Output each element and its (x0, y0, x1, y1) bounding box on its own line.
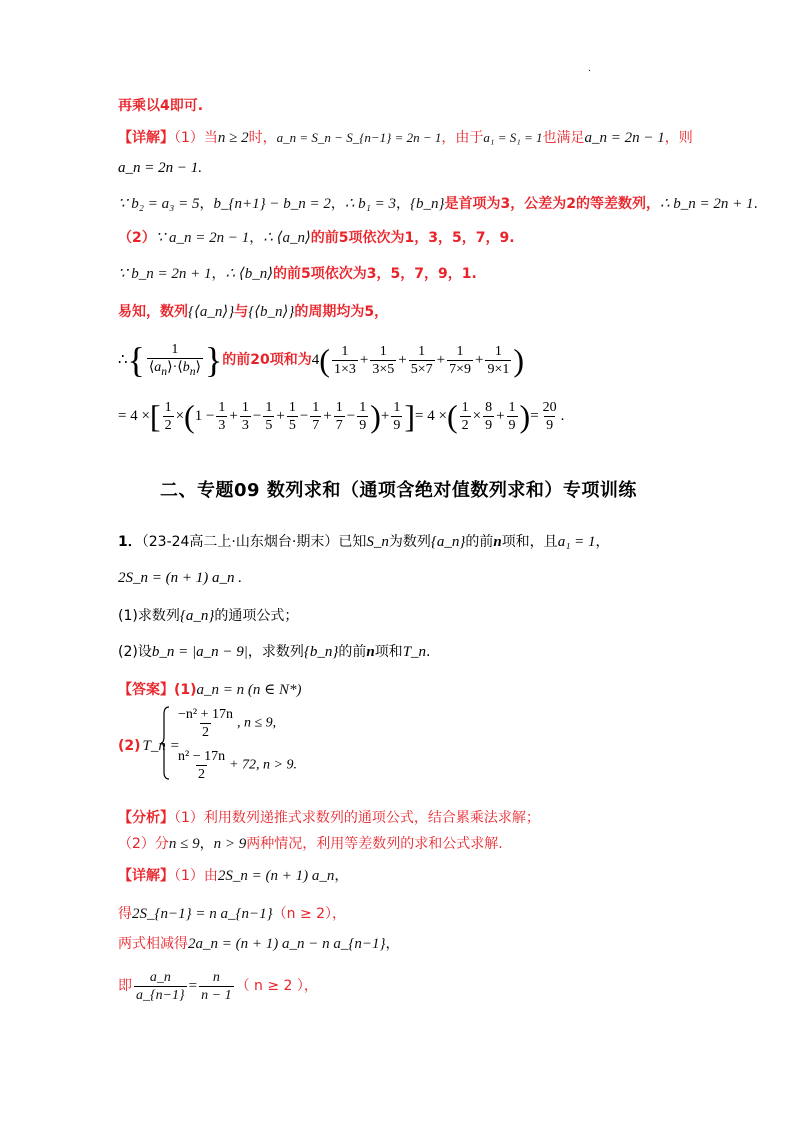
detail2-line-4 (118, 966, 318, 1006)
analysis-line-1 (118, 808, 540, 828)
case1-condition: , n ≤ 9, (237, 715, 277, 731)
text: 的周期均为5， (294, 304, 389, 320)
math: b_n = |a_n − 9| (151, 644, 248, 660)
detail2-line-3: 两式相减得2a_n = (n + 1) a_n − n a_{n−1}， (118, 936, 400, 952)
piecewise-case-1 (174, 706, 276, 741)
piecewise-brace (160, 706, 170, 780)
math: a₁ = 1 (557, 534, 596, 550)
text: (1) (174, 682, 197, 698)
math: 2S_n = (n + 1) a_n (217, 868, 335, 884)
math: ∴ ⟨a_n⟩ (263, 230, 311, 246)
answer-tag: 【答案】 (118, 682, 174, 698)
analysis-tag: 【分析】 (118, 810, 174, 826)
math: ∵ b_n = 2n + 1 (118, 266, 212, 282)
detail-tag: 【详解】 (118, 130, 174, 146)
text: (1)求数列 (118, 608, 180, 624)
text: （n ≥ 2）， (272, 906, 347, 922)
math: ∵ a_n = 2n − 1 (155, 230, 250, 246)
text: 两式相减得 (118, 936, 188, 952)
sum-evaluation-line: = 4 ×[ $\frac{1}{2}$ ×(1 − $\frac{1}{3}$ + $\frac{1}{3}$ − $\frac{1}{5}$ + $\frac{1}{5}$ − $\frac{1}{7}$ + $\frac{1}{7}$ − $\frac{1}{9}$ )+ $\frac{1}{9}$ ]= 4 ×( $\frac{1}{2}$ × $\frac{8}{9}$ + $\frac{1}{9}$ )= $\frac{20}{9}$ . (118, 398, 565, 434)
detail2-line-1: 【详解】（1）由2S_n = (n + 1) a_n， (118, 868, 349, 884)
case1-denominator: 2 (202, 725, 209, 740)
text: （23-24高二上·山东烟台·期末）已知 (141, 534, 367, 550)
math: T_n = (142, 738, 180, 754)
question-2 (118, 642, 430, 662)
continuation-line: 再乘以4即可. (118, 98, 204, 114)
math: {b_n} (303, 644, 339, 660)
section-heading: 二、专题09 数列求和（通项含绝对值数列求和）专项训练 (160, 480, 637, 501)
case2-denominator: 2 (198, 767, 206, 782)
case1-numerator: −n² + 17n (178, 707, 233, 722)
problem-line-2 (118, 568, 242, 588)
text: 项和 (374, 644, 403, 660)
text: 时， (248, 130, 277, 146)
text: 的前20项和为 (222, 352, 312, 368)
text: （1）当 (174, 130, 218, 146)
text: 的前 (338, 644, 367, 660)
text: . (426, 644, 431, 660)
text: （1）利用数列递推式求数列的通项公式，结合累乘法求解； (174, 810, 540, 826)
case2-condition: + 72, n > 9. (229, 757, 297, 773)
math: n ≤ 9 (168, 836, 200, 852)
text: 两种情况，利用等差数列的求和公式求解. (246, 836, 503, 852)
math: a_n = n (n ∈ N*) (196, 682, 302, 698)
text: ，则 (664, 130, 693, 146)
ratio-denominator: a_{n−1} (136, 987, 185, 1003)
math: a_n = 2n − 1 (584, 130, 665, 146)
text: 为数列 (388, 534, 431, 550)
math: {b_n} (409, 196, 445, 212)
corner-mark: . (588, 64, 591, 74)
math: 2S_{n−1} = n a_{n−1} (132, 906, 273, 922)
text: 的前5项依次为1，3，5，7，9. (310, 230, 515, 246)
text: （2）分 (118, 836, 169, 852)
text: 的前5项依次为3，5，7，9，1. (273, 266, 477, 282)
math: {⟨b_n⟩} (248, 304, 295, 320)
text: （2） (118, 230, 156, 246)
piecewise-case-2 (174, 748, 297, 783)
math: b_{n+1} − b_n = 2 (213, 196, 331, 212)
math: ∴ b_n = 2n + 1 (659, 196, 754, 212)
text: 项和，且 (501, 534, 558, 550)
answer-line-1 (118, 680, 302, 700)
math: a_n = S_n − S_{n−1} = 2n − 1 (276, 130, 442, 145)
math: n (493, 534, 502, 550)
math: n ≥ 2 (217, 130, 249, 146)
text: ，求数列 (247, 644, 304, 660)
text: (2) (118, 738, 141, 754)
detail-line-4: （2）∵ a_n = 2n − 1，∴ ⟨a_n⟩的前5项依次为1，3，5，7，9. (118, 230, 515, 246)
text: (2)设 (118, 644, 152, 660)
text: 是首项为3，公差为2的等差数列， (444, 196, 660, 212)
math: a_n = 2n − 1. (118, 160, 202, 176)
text: 与 (234, 304, 249, 320)
detail2-line-2 (118, 904, 346, 924)
text: 得 (118, 906, 132, 922)
equals: = (188, 978, 198, 994)
ratio-denominator-2: n − 1 (201, 987, 232, 1003)
problem-line-1: 1．（23-24高二上·山东烟台·期末）已知S_n为数列{a_n}的前n项和，且a₁ = 1， (118, 534, 610, 550)
detail-line-3: ∵ b₂ = a₃ = 5，b_{n+1} − b_n = 2，∴ b₁ = 3，{b_n}是首项为3，公差为2的等差数列，∴ b_n = 2n + 1. (118, 196, 758, 212)
detail-line-6 (118, 302, 388, 322)
math: n > 9 (213, 836, 247, 852)
detail-line-5: ∵ b_n = 2n + 1，∴ ⟨b_n⟩的前5项依次为3，5，7，9，1. (118, 266, 477, 282)
math: S_n (366, 534, 389, 550)
math: ∴ ⟨b_n⟩ (225, 266, 274, 282)
detail-line-1 (118, 128, 693, 148)
detail-tag: 【详解】 (118, 868, 174, 884)
analysis-line-2: （2）分n ≤ 9，n > 9两种情况，利用等差数列的求和公式求解. (118, 836, 503, 852)
ratio-numerator-2: n (212, 969, 220, 985)
case2-numerator: n² − 17n (178, 749, 226, 764)
answer-2-label (118, 738, 180, 755)
math: T_n (402, 644, 427, 660)
text: （ n ≥ 2 ）， (235, 978, 318, 994)
math: 2S_n = (n + 1) a_n . (118, 570, 242, 586)
text: 的通项公式； (214, 608, 299, 624)
math: 2a_n = (n + 1) a_n − n a_{n−1} (188, 936, 386, 952)
question-1 (118, 606, 298, 626)
text: 也满足 (542, 130, 585, 146)
problem-number: 1． (118, 534, 142, 550)
text: 即 (118, 978, 132, 994)
math: ∵ b₂ = a₃ = 5 (118, 196, 200, 212)
math: n (366, 644, 375, 660)
math: ∴ b₁ = 3 (344, 196, 396, 212)
math: a₁ = S₁ = 1 (483, 130, 543, 145)
math: {⟨a_n⟩} (188, 304, 235, 320)
ratio-numerator: a_n (149, 969, 171, 985)
text: 的前 (465, 534, 494, 550)
math: {a_n} (430, 534, 466, 550)
text: （1）由 (174, 868, 218, 884)
text: ，由于 (441, 130, 484, 146)
sum-formula-line: ∴{ $\frac{1}{⟨a_n⟩\cdot⟨b_n⟩}$ }的前20项和为4( $\frac{1}{1\times 3}$ + $\frac{1}{3\times 5}$ + $\frac{1}{5\times 7}$ + $\frac{1}{7\times 9}$ + $\frac{1}{9\times 1}$ ) (118, 340, 524, 380)
math: {a_n} (179, 608, 215, 624)
detail-line-2 (118, 158, 202, 178)
text: 易知，数列 (118, 304, 188, 320)
